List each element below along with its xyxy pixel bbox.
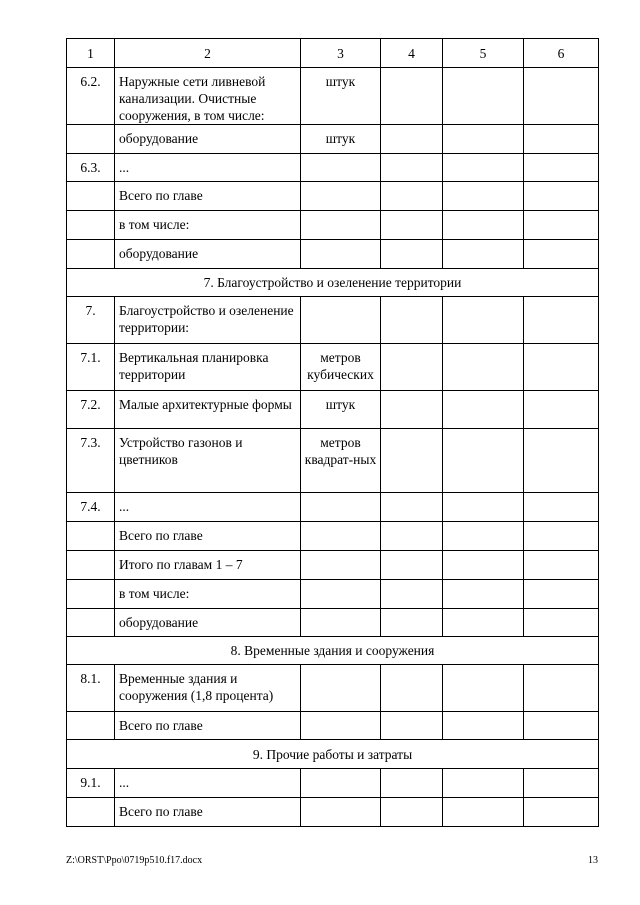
- item-name: Всего по главе: [115, 712, 301, 740]
- unit-of-measure: [301, 665, 381, 712]
- value-cell-col4: [381, 297, 443, 344]
- item-number: [67, 580, 115, 609]
- value-cell-col5: [443, 68, 524, 125]
- table-row: [67, 665, 599, 712]
- value-cell-col4: [381, 429, 443, 493]
- unit-of-measure: [301, 211, 381, 240]
- unit-of-measure: [301, 182, 381, 211]
- table-row: [67, 154, 599, 182]
- value-cell-col5: [443, 391, 524, 429]
- item-name: Устройство газонов и цветников: [115, 429, 301, 493]
- header-cell: 4: [381, 39, 443, 68]
- value-cell-col6: [524, 522, 599, 551]
- item-name: оборудование: [115, 609, 301, 637]
- item-number: [67, 211, 115, 240]
- table-row: [67, 125, 599, 154]
- item-number: [67, 182, 115, 211]
- item-name: Итого по главам 1 – 7: [115, 551, 301, 580]
- table-row: [67, 798, 599, 827]
- item-number: [67, 712, 115, 740]
- unit-of-measure: [301, 493, 381, 522]
- item-number: [67, 609, 115, 637]
- item-number: 7.1.: [67, 344, 115, 391]
- value-cell-col6: [524, 429, 599, 493]
- value-cell-col6: [524, 665, 599, 712]
- value-cell-col5: [443, 665, 524, 712]
- table-row: [67, 609, 599, 637]
- value-cell-col5: [443, 769, 524, 798]
- item-name: оборудование: [115, 240, 301, 269]
- item-name: ...: [115, 493, 301, 522]
- unit-of-measure: [301, 240, 381, 269]
- header-cell: 2: [115, 39, 301, 68]
- value-cell-col6: [524, 391, 599, 429]
- table-row: [67, 522, 599, 551]
- table-row: [67, 712, 599, 740]
- estimate-table: [66, 38, 599, 827]
- unit-of-measure: метров квадрат-ных: [301, 429, 381, 493]
- section-header-row: [67, 740, 599, 769]
- table-row: [67, 580, 599, 609]
- value-cell-col4: [381, 522, 443, 551]
- table-row: [67, 391, 599, 429]
- item-number: 6.3.: [67, 154, 115, 182]
- value-cell-col5: [443, 125, 524, 154]
- unit-of-measure: метров кубических: [301, 344, 381, 391]
- item-name: Малые архитектурные формы: [115, 391, 301, 429]
- unit-of-measure: штук: [301, 68, 381, 125]
- value-cell-col4: [381, 712, 443, 740]
- item-name: Временные здания и сооружения (1,8 процента): [115, 665, 301, 712]
- value-cell-col6: [524, 798, 599, 827]
- table-row: [67, 68, 599, 125]
- table-row: [67, 493, 599, 522]
- value-cell-col6: [524, 297, 599, 344]
- value-cell-col4: [381, 493, 443, 522]
- item-name: оборудование: [115, 125, 301, 154]
- header-cell: 6: [524, 39, 599, 68]
- table-row: [67, 297, 599, 344]
- value-cell-col6: [524, 211, 599, 240]
- value-cell-col4: [381, 580, 443, 609]
- item-name: ...: [115, 769, 301, 798]
- value-cell-col5: [443, 297, 524, 344]
- value-cell-col6: [524, 154, 599, 182]
- value-cell-col5: [443, 609, 524, 637]
- value-cell-col6: [524, 493, 599, 522]
- value-cell-col4: [381, 68, 443, 125]
- item-name: ...: [115, 154, 301, 182]
- value-cell-col4: [381, 154, 443, 182]
- section-header-row: [67, 269, 599, 297]
- item-number: 7.2.: [67, 391, 115, 429]
- value-cell-col6: [524, 580, 599, 609]
- value-cell-col6: [524, 68, 599, 125]
- item-number: 9.1.: [67, 769, 115, 798]
- item-name: Наружные сети ливневой канализации. Очистные сооружения, в том числе:: [115, 68, 301, 125]
- value-cell-col6: [524, 712, 599, 740]
- value-cell-col4: [381, 240, 443, 269]
- item-number: [67, 522, 115, 551]
- section-title: 9. Прочие работы и затраты: [67, 740, 599, 769]
- value-cell-col4: [381, 391, 443, 429]
- value-cell-col5: [443, 712, 524, 740]
- value-cell-col5: [443, 798, 524, 827]
- value-cell-col5: [443, 344, 524, 391]
- table-row: [67, 211, 599, 240]
- table-row: [67, 429, 599, 493]
- value-cell-col4: [381, 211, 443, 240]
- section-header-row: [67, 637, 599, 665]
- value-cell-col5: [443, 551, 524, 580]
- item-number: 7.3.: [67, 429, 115, 493]
- value-cell-col5: [443, 211, 524, 240]
- unit-of-measure: [301, 580, 381, 609]
- value-cell-col4: [381, 798, 443, 827]
- footer-page-number: 13: [588, 855, 598, 866]
- value-cell-col4: [381, 182, 443, 211]
- item-name: Всего по главе: [115, 798, 301, 827]
- value-cell-col5: [443, 493, 524, 522]
- unit-of-measure: [301, 297, 381, 344]
- value-cell-col4: [381, 609, 443, 637]
- unit-of-measure: [301, 798, 381, 827]
- item-number: [67, 551, 115, 580]
- item-number: 6.2.: [67, 68, 115, 125]
- item-name: Всего по главе: [115, 522, 301, 551]
- value-cell-col5: [443, 522, 524, 551]
- item-name: Вертикальная планировка территории: [115, 344, 301, 391]
- table-row: [67, 769, 599, 798]
- table-row: [67, 551, 599, 580]
- item-name: в том числе:: [115, 580, 301, 609]
- table-row: [67, 182, 599, 211]
- header-cell: 3: [301, 39, 381, 68]
- item-number: 8.1.: [67, 665, 115, 712]
- value-cell-col6: [524, 182, 599, 211]
- value-cell-col5: [443, 429, 524, 493]
- value-cell-col5: [443, 154, 524, 182]
- unit-of-measure: [301, 769, 381, 798]
- value-cell-col6: [524, 769, 599, 798]
- header-cell: 5: [443, 39, 524, 68]
- section-title: 7. Благоустройство и озеленение территории: [67, 269, 599, 297]
- unit-of-measure: [301, 522, 381, 551]
- item-name: Благоустройство и озеленение территории:: [115, 297, 301, 344]
- value-cell-col6: [524, 344, 599, 391]
- table-row: [67, 344, 599, 391]
- value-cell-col4: [381, 344, 443, 391]
- item-number: [67, 240, 115, 269]
- unit-of-measure: [301, 609, 381, 637]
- table-row: [67, 240, 599, 269]
- header-cell: 1: [67, 39, 115, 68]
- value-cell-col4: [381, 551, 443, 580]
- value-cell-col4: [381, 125, 443, 154]
- value-cell-col6: [524, 609, 599, 637]
- unit-of-measure: штук: [301, 125, 381, 154]
- unit-of-measure: [301, 712, 381, 740]
- value-cell-col5: [443, 240, 524, 269]
- value-cell-col5: [443, 182, 524, 211]
- item-name: Всего по главе: [115, 182, 301, 211]
- value-cell-col6: [524, 240, 599, 269]
- item-name: в том числе:: [115, 211, 301, 240]
- section-title: 8. Временные здания и сооружения: [67, 637, 599, 665]
- item-number: [67, 125, 115, 154]
- value-cell-col5: [443, 580, 524, 609]
- value-cell-col4: [381, 769, 443, 798]
- unit-of-measure: [301, 551, 381, 580]
- item-number: 7.4.: [67, 493, 115, 522]
- footer-file-path: Z:\ORST\Ppo\0719p510.f17.docx: [66, 855, 203, 866]
- item-number: [67, 798, 115, 827]
- table-header-row: [67, 39, 599, 68]
- unit-of-measure: штук: [301, 391, 381, 429]
- unit-of-measure: [301, 154, 381, 182]
- value-cell-col4: [381, 665, 443, 712]
- item-number: 7.: [67, 297, 115, 344]
- value-cell-col6: [524, 551, 599, 580]
- value-cell-col6: [524, 125, 599, 154]
